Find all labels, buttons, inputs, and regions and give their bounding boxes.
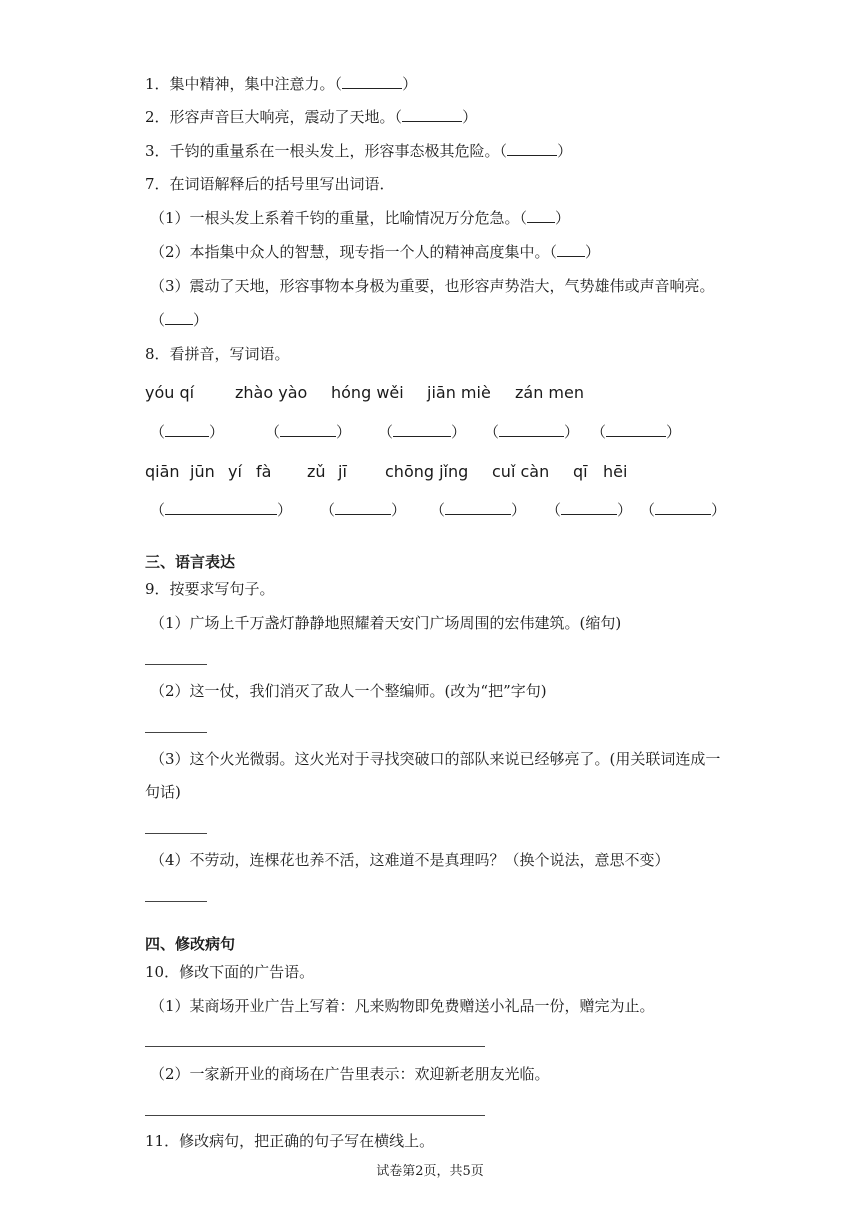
question-7-title: 7．在词语解释后的括号里写出词语． — [145, 175, 395, 193]
answer-blank[interactable] — [445, 500, 511, 515]
question-3: 3．千钧的重量系在一根头发上，形容事态极其危险。（ ） — [145, 142, 573, 160]
question-1: 1．集中精神，集中注意力。（ ） — [145, 75, 418, 93]
answer-blank[interactable] — [165, 310, 193, 325]
pinyin-2: zhào yào — [235, 383, 308, 402]
answer-blank[interactable] — [499, 422, 564, 437]
question-9-item-3-cont: 句话) — [145, 783, 181, 801]
pinyin-8: chōng jǐng — [385, 462, 469, 481]
answer-bracket: （ ） — [640, 501, 727, 519]
answer-blank[interactable] — [280, 422, 336, 437]
answer-blank[interactable] — [507, 141, 557, 156]
question-9-item-2: （2）这一仗，我们消灭了敌人一个整编师。(改为“把”字句) — [150, 682, 547, 700]
answer-bracket: （ ） — [265, 423, 352, 441]
section-3-heading: 三、语言表达 — [145, 553, 236, 571]
question-7-item-2: （2）本指集中众人的智慧，现专指一个人的精神高度集中。（ ） — [150, 243, 601, 261]
pinyin-7b: jī — [338, 462, 347, 481]
answer-line[interactable] — [145, 664, 207, 665]
question-7-item-3-answer: （ ） — [150, 311, 209, 329]
answer-blank[interactable] — [393, 422, 451, 437]
pinyin-6a: qiān — [145, 462, 180, 481]
question-10-item-2: （2）一家新开业的商场在广告里表示：欢迎新老朋友光临。 — [150, 1065, 550, 1083]
answer-blank[interactable] — [527, 208, 555, 223]
question-10-title: 10．修改下面的广告语。 — [145, 963, 315, 981]
answer-blank[interactable] — [165, 422, 209, 437]
question-7-item-3: （3）震动了天地，形容事物本身极为重要，也形容声势浩大，气势雄伟或声音响亮。 — [150, 277, 715, 295]
question-7-item-1: （1）一根头发上系着千钧的重量，比喻情况万分危急。（ ） — [150, 209, 571, 227]
section-4-heading: 四、修改病句 — [145, 935, 236, 953]
question-9-title: 9．按要求写句子。 — [145, 580, 275, 598]
answer-blank[interactable] — [655, 500, 711, 515]
question-10-item-1: （1）某商场开业广告上写着：凡来购物即免费赠送小礼品一份，赠完为止。 — [150, 997, 655, 1015]
answer-bracket: （ ） — [546, 501, 633, 519]
question-9-item-4: （4）不劳动，连棵花也养不活，这难道不是真理吗？（换个说法，意思不变） — [150, 851, 670, 869]
pinyin-6d: fà — [256, 462, 272, 481]
pinyin-5: zán men — [515, 383, 584, 402]
answer-blank[interactable] — [557, 242, 585, 257]
pinyin-10b: hēi — [603, 462, 628, 481]
answer-line[interactable] — [145, 833, 207, 834]
question-8-title: 8．看拼音，写词语。 — [145, 345, 290, 363]
answer-blank[interactable] — [335, 500, 391, 515]
page-footer: 试卷第2页，共5页 — [376, 1164, 484, 1179]
question-9-item-1: （1）广场上千万盏灯静静地照耀着天安门广场周围的宏伟建筑。(缩句) — [150, 614, 622, 632]
answer-blank[interactable] — [165, 500, 277, 515]
answer-bracket: （ ） — [430, 501, 527, 519]
pinyin-1: yóu qí — [145, 383, 195, 402]
pinyin-6c: yí — [228, 462, 242, 481]
pinyin-9: cuǐ càn — [492, 462, 550, 481]
answer-line[interactable] — [145, 1046, 485, 1047]
question-9-item-3: （3）这个火光微弱。这火光对于寻找突破口的部队来说已经够亮了。(用关联词连成一 — [150, 750, 721, 768]
pinyin-4: jiān miè — [427, 383, 491, 402]
pinyin-7a: zǔ — [307, 462, 326, 481]
answer-bracket: （ ） — [591, 423, 682, 441]
answer-bracket: （ ） — [150, 423, 225, 441]
answer-blank[interactable] — [561, 500, 617, 515]
answer-blank[interactable] — [402, 107, 462, 122]
question-11-title: 11．修改病句，把正确的句子写在横线上。 — [145, 1132, 435, 1150]
pinyin-10a: qī — [573, 462, 588, 481]
answer-bracket: （ ） — [378, 423, 467, 441]
answer-bracket: （ ） — [320, 501, 407, 519]
pinyin-6b: jūn — [190, 462, 215, 481]
answer-bracket: （ ） — [150, 501, 293, 519]
pinyin-3: hóng wěi — [331, 383, 404, 402]
answer-blank[interactable] — [606, 422, 666, 437]
answer-line[interactable] — [145, 1115, 485, 1116]
answer-line[interactable] — [145, 732, 207, 733]
answer-bracket: （ ） — [484, 423, 580, 441]
answer-line[interactable] — [145, 901, 207, 902]
question-2: 2．形容声音巨大响亮，震动了天地。（ ） — [145, 108, 478, 126]
answer-blank[interactable] — [342, 74, 402, 89]
